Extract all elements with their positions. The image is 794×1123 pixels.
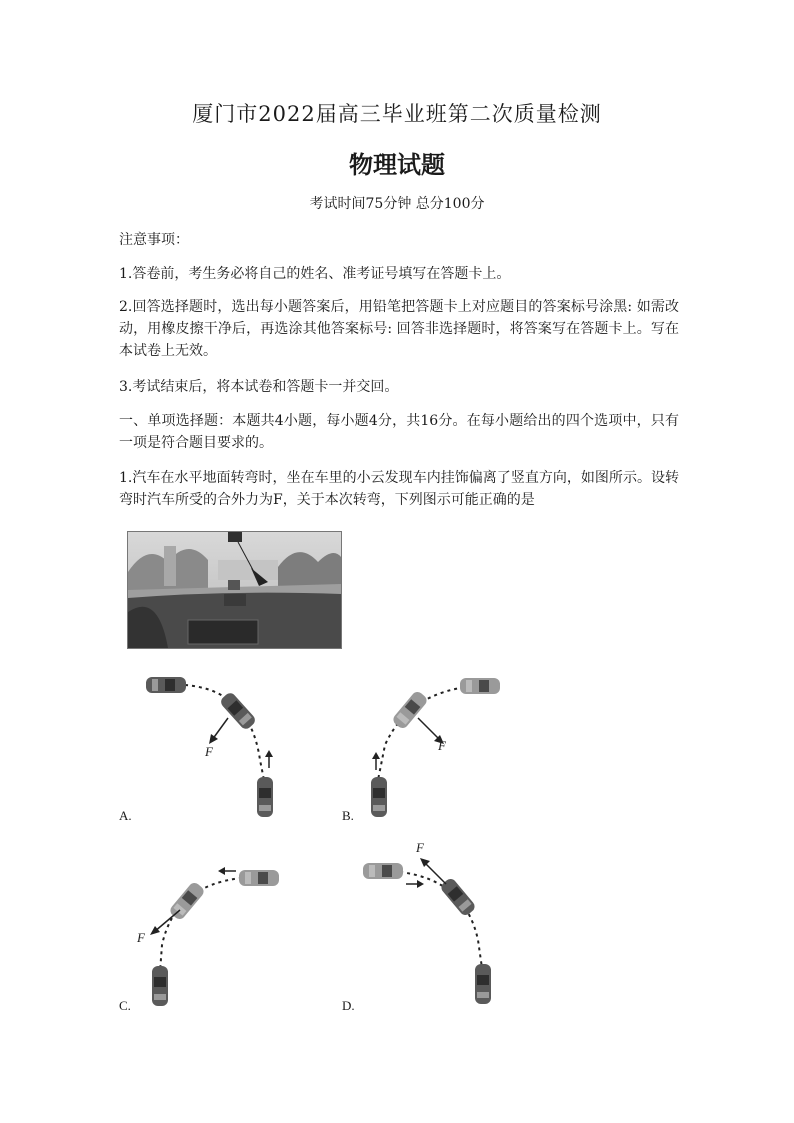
option-c-label[interactable]: C.: [119, 998, 131, 1013]
option-b-car-end: [371, 777, 387, 817]
option-c-car-end: [152, 966, 168, 1006]
option-d-path: [400, 872, 482, 968]
question-1-text: 1.汽车在水平地面转弯时，坐在车里的小云发现车内挂饰偏离了竖直方向，如图所示。设转弯时汽车所受的合外力为F，关于本次转弯，下列图示可能正确的是: [119, 470, 679, 508]
option-a-label[interactable]: A.: [119, 808, 132, 823]
option-a-force-label: F: [205, 744, 213, 759]
option-d-label[interactable]: D.: [342, 998, 355, 1013]
option-b-force-arrow: [418, 718, 440, 740]
option-b-label[interactable]: B.: [342, 808, 354, 823]
option-b-path: [378, 686, 478, 780]
exam-info: 考试时间75分钟 总分100分: [309, 196, 485, 212]
option-a-car-start: [146, 677, 186, 693]
option-c-force-label: F: [137, 930, 145, 945]
option-a-car-end: [257, 777, 273, 817]
note-item-2: 2.回答选择题时，选出每小题答案后，用铅笔把答题卡上对应题目的答案标号涂黑: 如需改动，用橡皮擦干净后，再选涂其他答案标号: 回答非选择题时，将答案写在答题卡上。写在本试卷上无效。: [119, 299, 679, 359]
note-item-1: 1.答卷前，考生务必将自己的姓名、准考证号填写在答题卡上。: [119, 266, 511, 282]
option-b-force-label: F: [438, 738, 446, 753]
option-d-car-start: [363, 863, 403, 879]
notes-heading: 注意事项：: [119, 232, 189, 248]
option-b-car-start: [460, 678, 500, 694]
option-d-force-label: F: [416, 840, 424, 855]
option-a-car-mid: [219, 691, 258, 731]
option-c-force-arrow: [154, 910, 180, 932]
section-heading: 一、单项选择题：本题共4小题，每小题4分，共16分。在每小题给出的四个选项中，只有一项是符合题目要求的。: [119, 413, 679, 451]
exam-title: 厦门市2022届高三毕业班第二次质量检测: [192, 102, 602, 126]
subject-title: 物理试题: [349, 150, 445, 179]
option-c-car-start: [239, 870, 279, 886]
option-d-car-end: [475, 964, 491, 1004]
note-item-3: 3.考试结束后，将本试卷和答题卡一并交回。: [119, 379, 399, 395]
